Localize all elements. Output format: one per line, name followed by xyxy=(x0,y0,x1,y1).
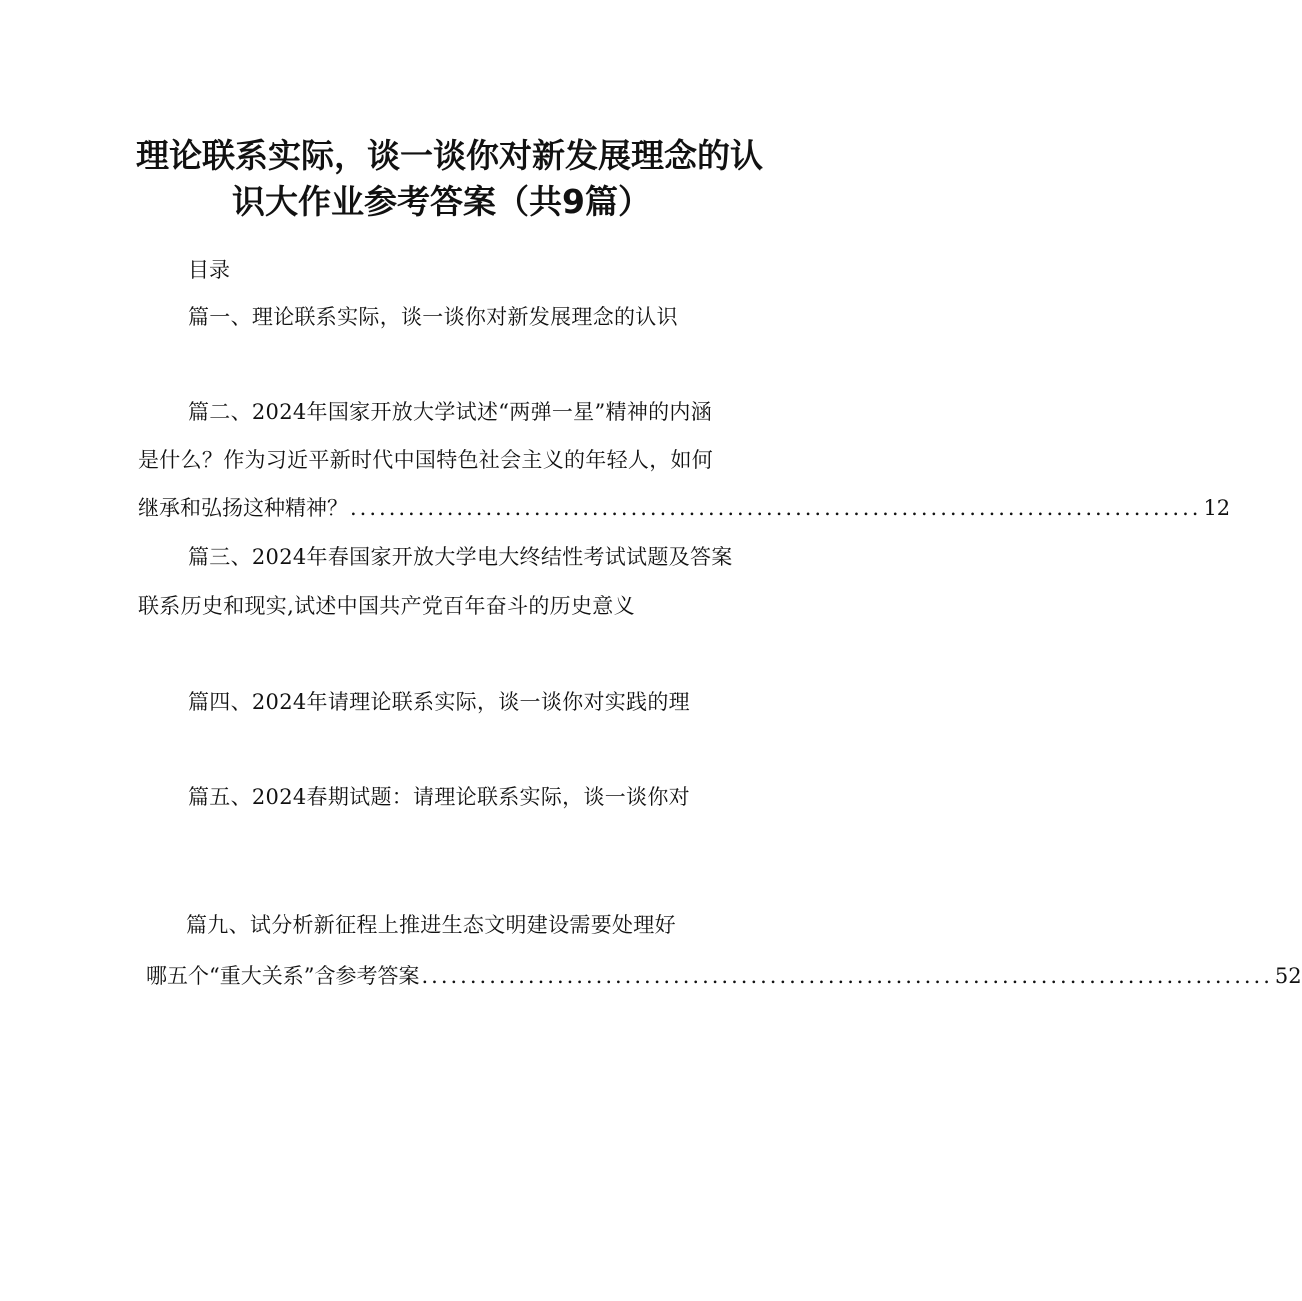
toc-entry-9-line-1: 篇九、试分析新征程上推进生态文明建设需要处理好 xyxy=(186,913,676,937)
toc-heading: 目录 xyxy=(188,258,230,282)
toc-entry-5-line-1: 篇五、2024春期试题：请理论联系实际，谈一谈你对 xyxy=(188,785,690,809)
toc-entry-2-line-3 xyxy=(138,494,1231,522)
toc-entry-2-line-2: 是什么？作为习近平新时代中国特色社会主义的年轻人，如何 xyxy=(138,448,714,472)
dot-leader: ........................................................................................ xyxy=(421,964,1273,988)
toc-entry-1-line-1: 篇一、理论联系实际，谈一谈你对新发展理念的认识 xyxy=(188,305,678,329)
toc-entry-4-line-1: 篇四、2024年请理论联系实际，谈一谈你对实践的理 xyxy=(188,690,690,714)
dot-leader: ........................................................................................ xyxy=(350,496,1202,520)
toc-entry-9-page-number: 52 xyxy=(1274,964,1302,988)
toc-entry-9-line-2 xyxy=(146,962,1302,990)
document-title-line-1: 理论联系实际，谈一谈你对新发展理念的认 xyxy=(136,136,763,175)
toc-entry-2-page-number: 12 xyxy=(1203,496,1231,520)
toc-entry-3-line-2: 联系历史和现实,试述中国共产党百年奋斗的历史意义 xyxy=(138,594,635,618)
toc-entry-2-line-1: 篇二、2024年国家开放大学试述“两弹一星”精神的内涵 xyxy=(188,400,713,424)
document-title-line-2: 识大作业参考答案（共9篇） xyxy=(232,182,651,221)
toc-entry-2-line-3-text: 继承和弘扬这种精神？ xyxy=(138,496,348,520)
toc-entry-3-line-1: 篇三、2024年春国家开放大学电大终结性考试试题及答案 xyxy=(188,545,733,569)
toc-entry-9-line-2-text: 哪五个“重大关系”含参考答案 xyxy=(146,964,420,988)
